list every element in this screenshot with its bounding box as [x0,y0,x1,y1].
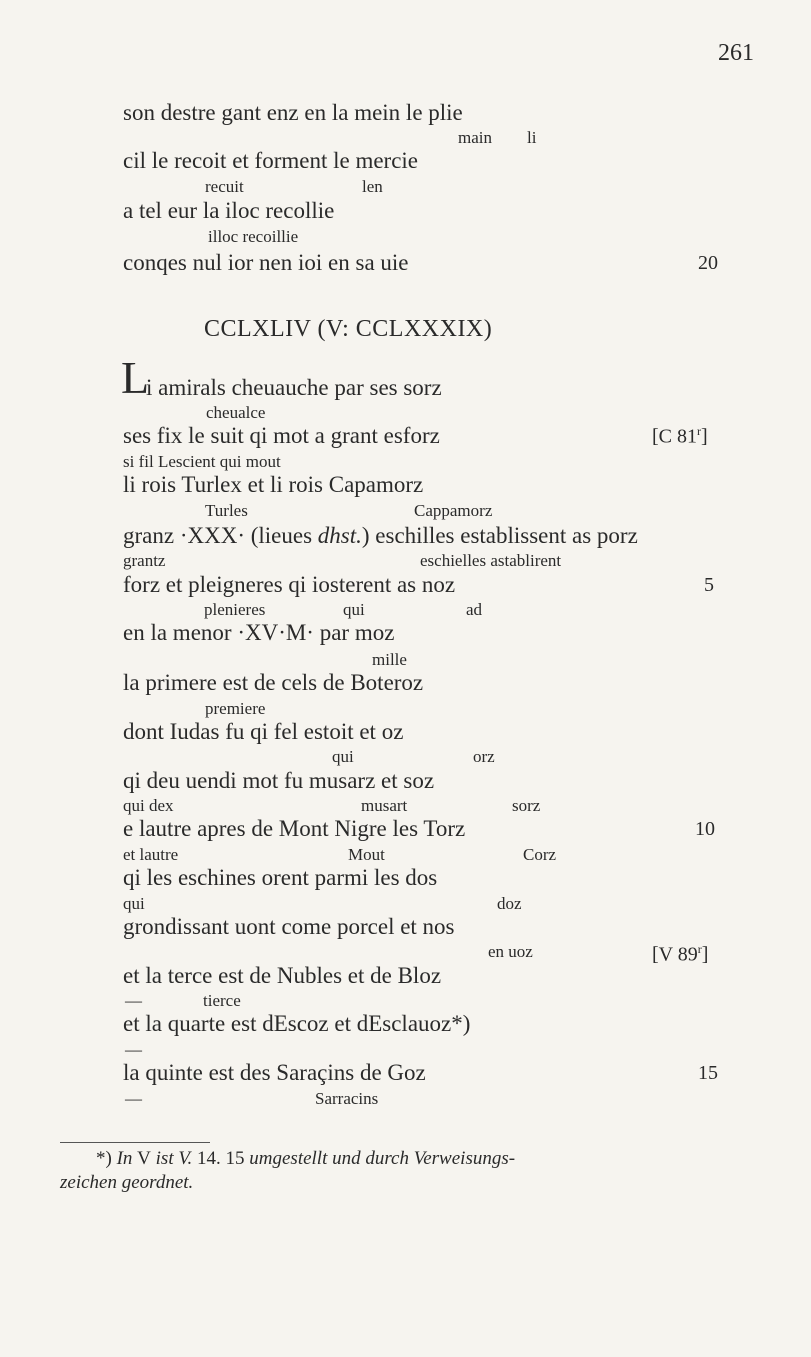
footnote-line: *) In V ist V. 14. 15 umgestellt und durch Verweisungs- [96,1148,516,1169]
variant-reading: — [125,1089,142,1108]
variant-reading: musart [361,796,408,815]
verse-line: son destre gant enz en la mein le plie [123,100,463,125]
verse-line: li rois Turlex et li rois Capamorz [123,472,424,497]
variant-reading: main [458,128,492,147]
verse-line: dont Iudas fu qi fel estoit et oz [123,719,404,744]
verse-line: a tel eur la iloc recollie [123,198,335,223]
variant-reading: eschielles astablirent [420,551,562,570]
verse-line: et la quarte est dEscoz et dEsclauoz*) [123,1011,471,1036]
page-number: 261 [718,40,754,66]
line-number: 20 [698,252,718,274]
line-number: 10 [695,818,715,840]
variant-reading: tierce [203,991,241,1010]
section-heading: CCLXLIV (V: CCLXXXIX) [204,316,493,342]
variant-reading: qui [332,747,354,766]
verse-line: granz ·XXX· (lieues dhst.) eschilles establissent as porz [123,523,638,548]
variant-reading: Cappamorz [414,501,493,520]
variant-reading: cheualce [206,403,266,422]
variant-reading: grantz [123,551,166,570]
verse-line: e lautre apres de Mont Nigre les Torz [123,816,466,841]
line-number: 15 [698,1062,718,1084]
manuscript-ref: [C 81$^r$] [652,424,708,448]
variant-reading: orz [473,747,495,766]
variant-reading: plenieres [204,600,266,619]
verse-line: la primere est de cels de Boteroz [123,670,424,695]
variant-reading: li [527,128,537,147]
variant-reading: len [362,177,383,196]
variant-reading: qui dex [123,796,174,815]
variant-reading: illoc recoillie [208,227,299,246]
variant-reading: en uoz [488,942,533,961]
variant-reading: sorz [512,796,541,815]
variant-reading: qui [123,894,145,913]
footnote-divider [60,1142,210,1143]
verse-line: et la terce est de Nubles et de Bloz [123,963,442,988]
line-number: 5 [704,574,714,596]
variant-reading: qui [343,600,365,619]
verse-line: qi les eschines orent parmi les dos [123,865,438,890]
variant-reading: Corz [523,845,557,864]
variant-reading: mille [372,650,407,669]
verse-line: forz et pleigneres qi iosterent as noz [123,572,456,597]
variant-reading: Sarracins [315,1089,379,1108]
variant-reading: Turles [205,501,248,520]
initial-capital: L [121,352,150,403]
verse-line: la quinte est des Saraçins de Goz [123,1060,426,1085]
verse-line: conqes nul ior nen ioi en sa uie [123,250,409,275]
variant-reading: — [125,1040,142,1059]
manuscript-ref: [V 89$^r$] [652,942,709,966]
variant-reading: si fil Lescient qui mout [123,452,281,471]
verse-line: cil le recoit et forment le mercie [123,148,419,173]
verse-line: i amirals cheuauche par ses sorz [146,375,442,400]
variant-reading: premiere [205,699,266,718]
verse-line: en la menor ·XV·M· par moz [123,620,395,645]
variant-reading: recuit [205,177,244,196]
verse-line: qi deu uendi mot fu musarz et soz [123,768,435,793]
variant-reading: Mout [348,845,385,864]
variant-reading: et lautre [123,845,179,864]
variant-reading: — [125,991,142,1010]
variant-reading: doz [497,894,522,913]
verse-line: grondissant uont come porcel et nos [123,914,455,939]
variant-reading: ad [466,600,483,619]
footnote-line-2: zeichen geordnet. [60,1172,194,1193]
verse-line: ses fix le suit qi mot a grant esforz [123,423,440,448]
